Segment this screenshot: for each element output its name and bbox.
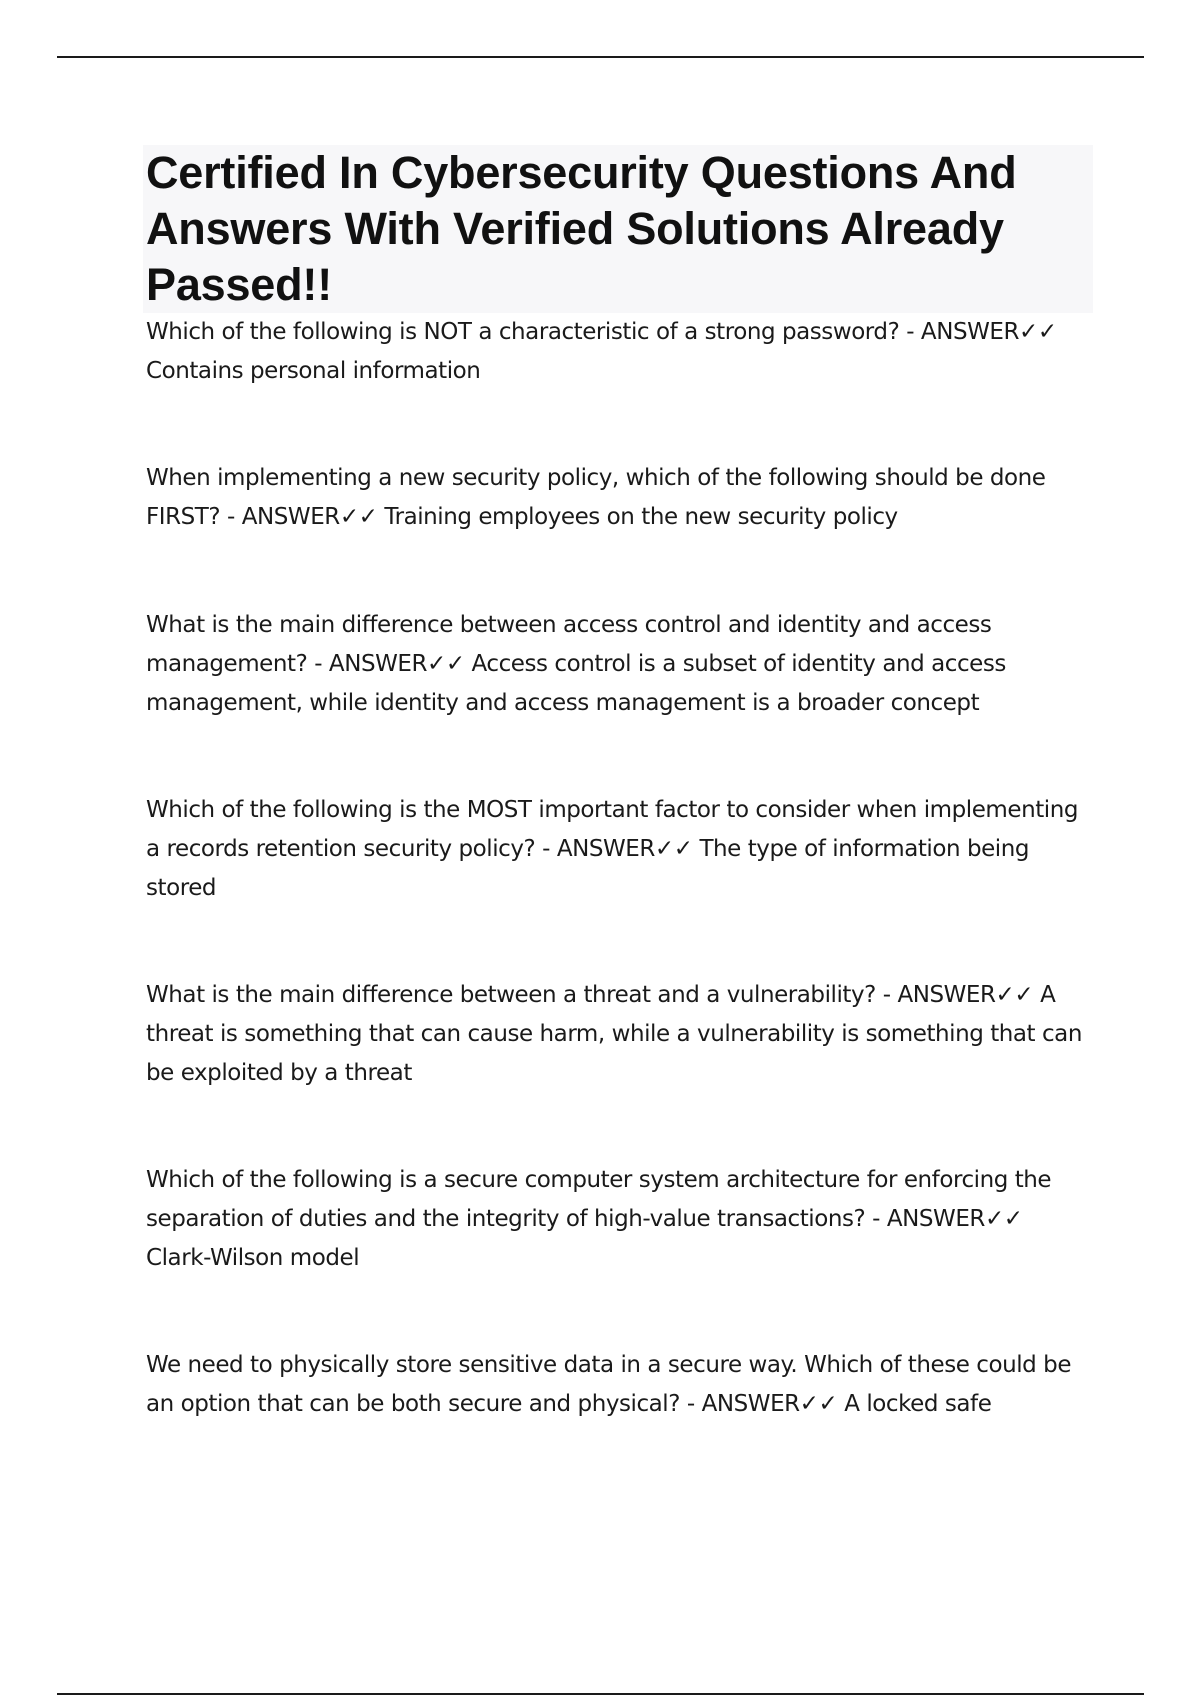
answer-label: ANSWER✓✓ <box>241 504 378 530</box>
answer-text: Training employees on the new security policy <box>377 504 898 530</box>
qa-item-2 <box>146 459 1091 537</box>
separator: - <box>899 319 921 345</box>
answer-text: Contains personal information <box>146 358 481 384</box>
separator: - <box>875 982 898 1008</box>
qa-item-3 <box>146 606 1091 723</box>
question-text: We need to physically store sensitive data in a secure way. Which of these could be an option that can be both secure and physical? <box>146 1352 1072 1417</box>
question-text: When implementing a new security policy, which of the following should be done FIRST? <box>146 465 1046 530</box>
separator: - <box>220 504 242 530</box>
title-block <box>143 145 1093 313</box>
qa-item-4 <box>146 791 1091 908</box>
question-text: What is the main difference between a threat and a vulnerability? <box>146 982 876 1008</box>
header-rule <box>57 56 1144 58</box>
answer-text: Clark-Wilson model <box>146 1245 360 1271</box>
qa-item-1 <box>146 313 1091 391</box>
document-title: Certified In Cybersecurity Questions And Answers With Verified Solutions Already Passed!! <box>146 147 1017 310</box>
answer-label: ANSWER✓✓ <box>920 319 1057 345</box>
qa-item-7 <box>146 1346 1091 1424</box>
footer-rule <box>57 1693 1144 1695</box>
question-text: What is the main difference between access control and identity and access management? <box>146 612 992 677</box>
qa-item-5 <box>146 976 1091 1093</box>
answer-text: A locked safe <box>837 1391 992 1417</box>
answer-label: ANSWER✓✓ <box>328 651 465 677</box>
answer-text: Access control is a subset of identity and access management, while identity and access management is a broader concept <box>146 651 1006 716</box>
separator: - <box>307 651 329 677</box>
answer-label: ANSWER✓✓ <box>897 982 1034 1008</box>
qa-item-6 <box>146 1161 1091 1278</box>
question-text: Which of the following is a secure computer system architecture for enforcing the separation of duties and the integrity of high-value transactions? <box>146 1167 1052 1232</box>
separator: - <box>865 1206 887 1232</box>
separator: - <box>680 1391 702 1417</box>
question-text: Which of the following is the MOST important factor to consider when implementing a records retention security policy? <box>146 797 1078 862</box>
separator: - <box>535 836 557 862</box>
answer-text: The type of information being stored <box>146 836 1030 901</box>
answer-text: A threat is something that can cause harm, while a vulnerability is something that can be exploited by a threat <box>146 982 1082 1086</box>
answer-label: ANSWER✓✓ <box>886 1206 1023 1232</box>
question-text: Which of the following is NOT a characteristic of a strong password? <box>146 319 900 345</box>
answer-label: ANSWER✓✓ <box>701 1391 838 1417</box>
answer-label: ANSWER✓✓ <box>556 836 693 862</box>
